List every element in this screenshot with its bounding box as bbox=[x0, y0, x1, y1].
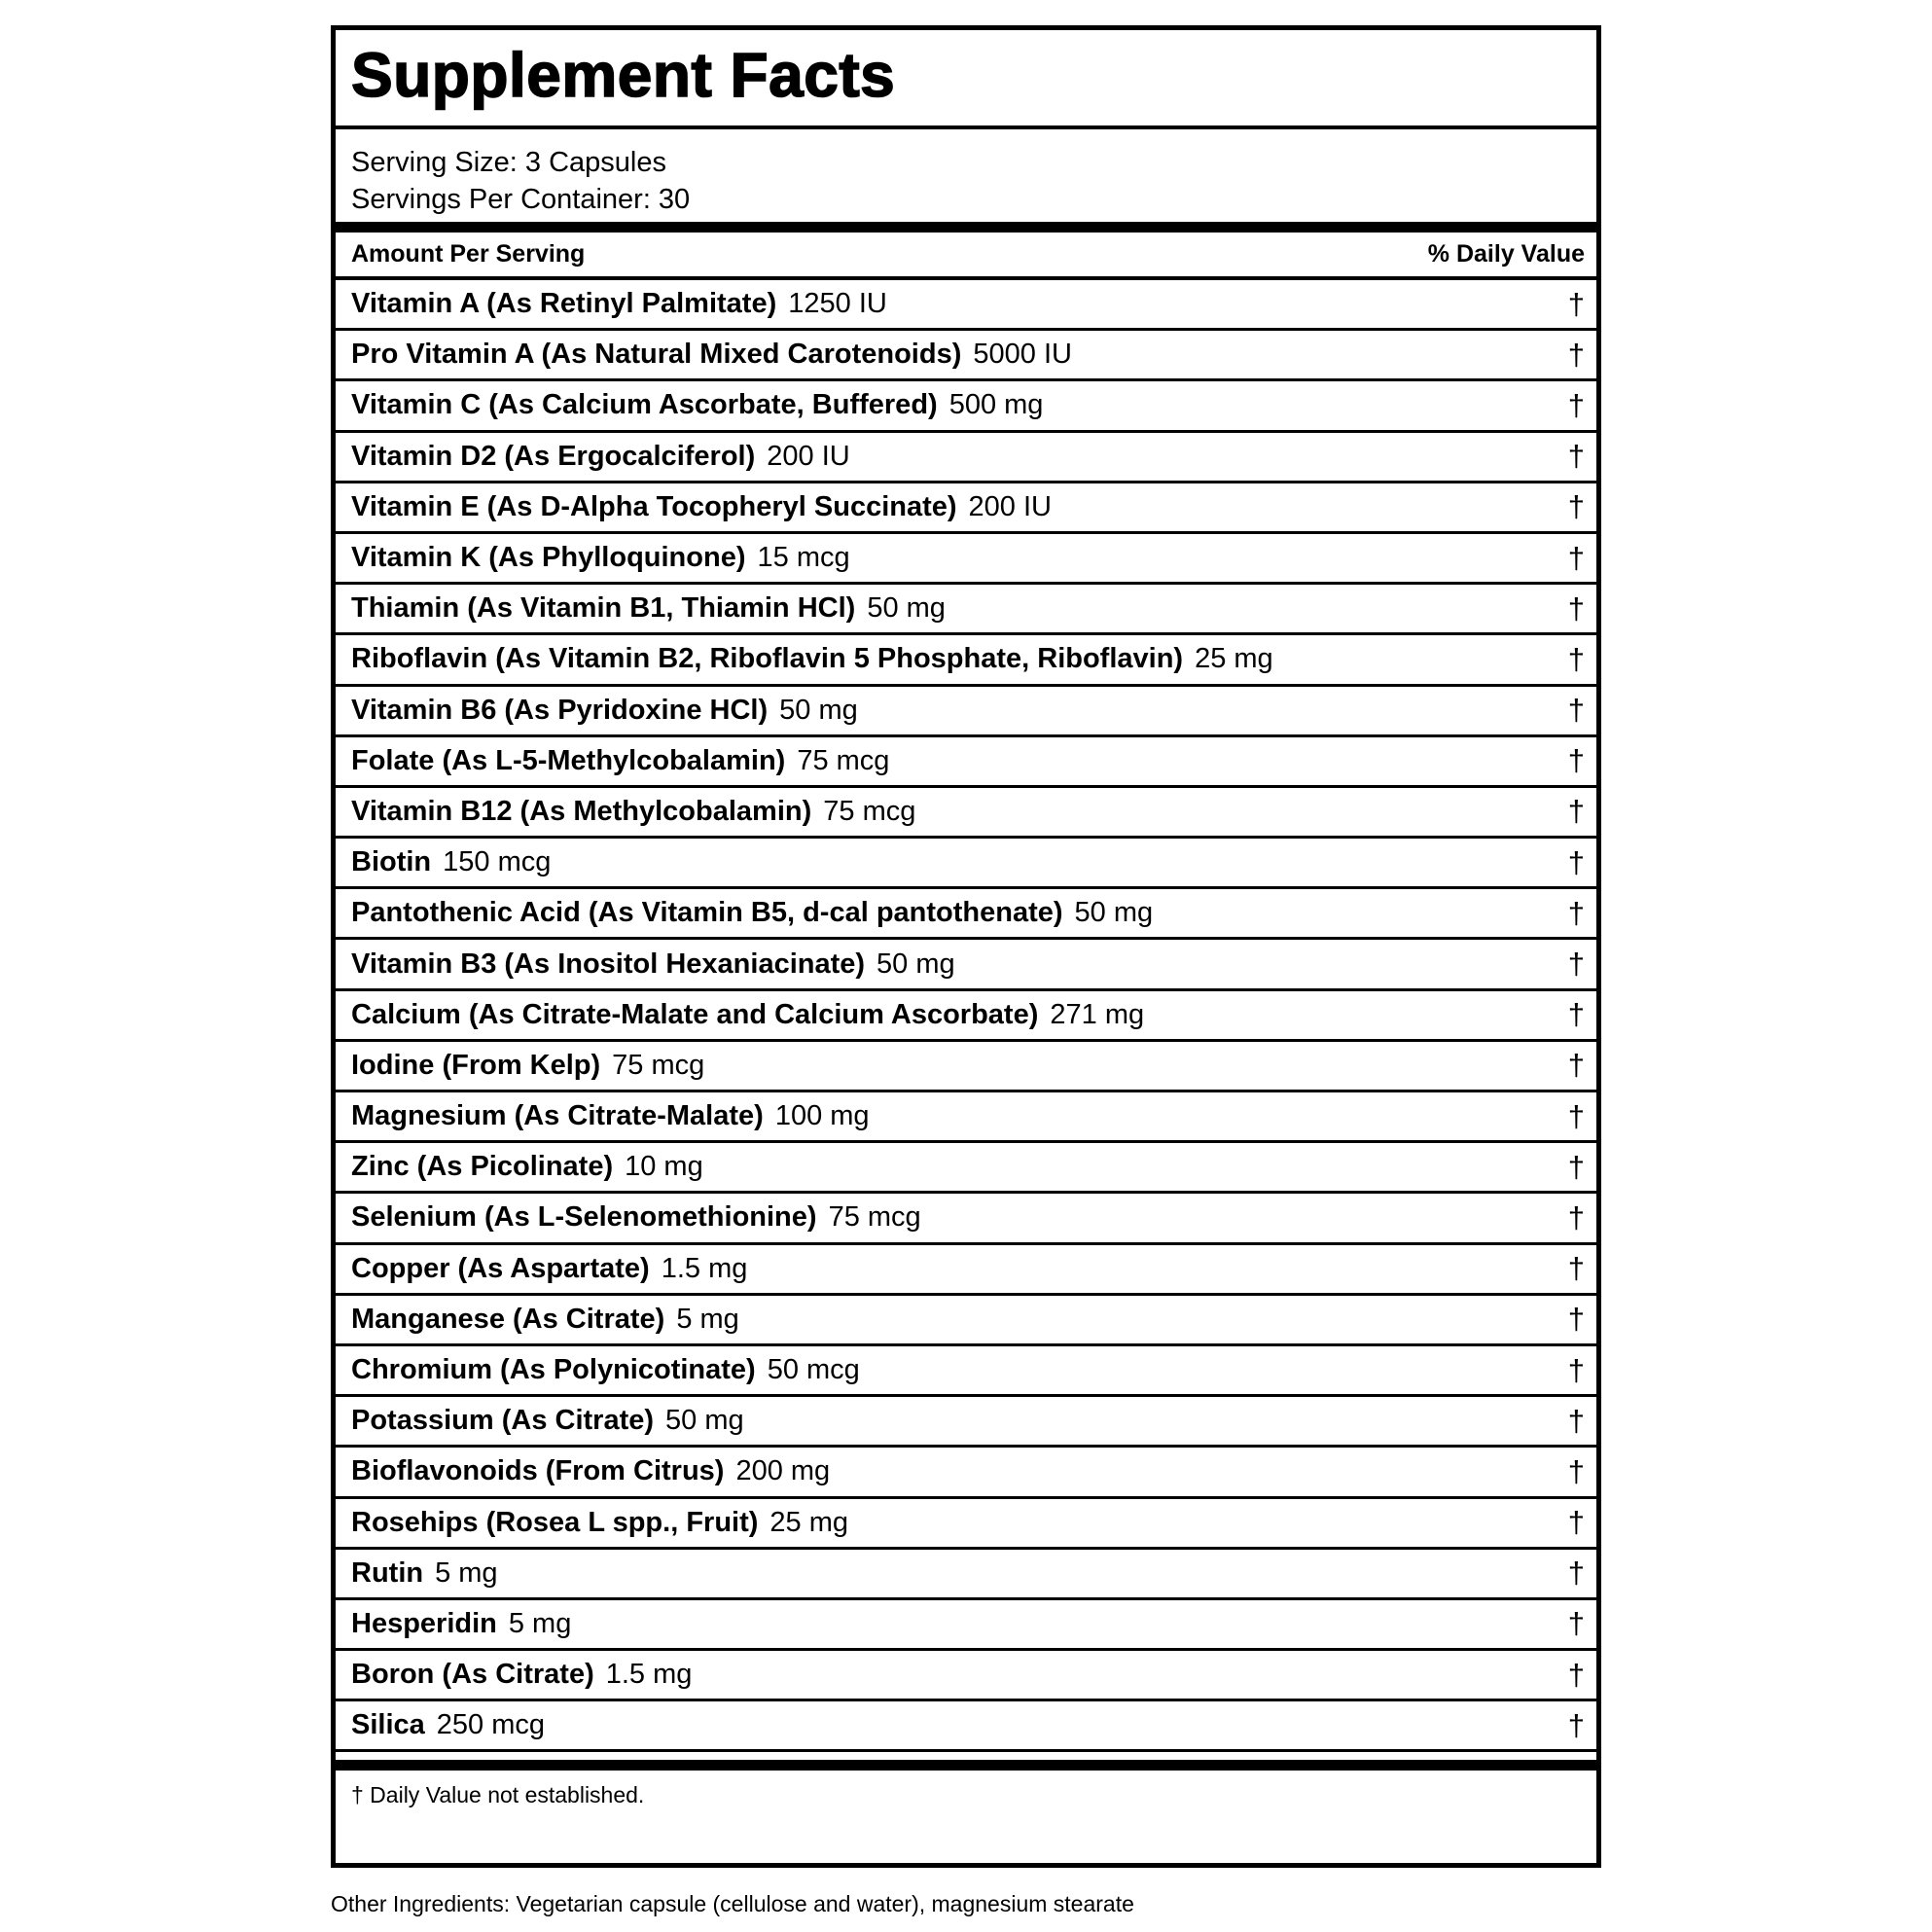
nutrient-row bbox=[336, 1143, 1596, 1194]
nutrient-row bbox=[336, 381, 1596, 432]
nutrient-info bbox=[351, 643, 1273, 675]
daily-value-dagger: † bbox=[1567, 1302, 1585, 1337]
nutrient-amount: 1250 IU bbox=[788, 288, 887, 320]
daily-value-dagger: † bbox=[1567, 895, 1585, 930]
nutrient-name: Selenium (As L-Selenomethionine) bbox=[351, 1201, 817, 1234]
daily-value-dagger: † bbox=[1567, 1505, 1585, 1540]
list-end-spacer bbox=[336, 1752, 1596, 1760]
nutrient-info bbox=[351, 1557, 498, 1590]
nutrient-amount: 75 mcg bbox=[612, 1049, 705, 1081]
nutrient-amount: 200 IU bbox=[767, 440, 850, 472]
nutrient-row bbox=[336, 433, 1596, 483]
nutrient-row bbox=[336, 1701, 1596, 1752]
nutrient-info bbox=[351, 897, 1153, 929]
nutrient-amount: 250 mcg bbox=[436, 1709, 546, 1741]
nutrient-name: Magnesium (As Citrate-Malate) bbox=[351, 1100, 764, 1132]
nutrient-amount: 5 mg bbox=[676, 1303, 739, 1335]
nutrient-info bbox=[351, 1659, 692, 1691]
nutrient-name: Riboflavin (As Vitamin B2, Riboflavin 5 Phosphate, Riboflavin) bbox=[351, 643, 1184, 675]
nutrient-row bbox=[336, 280, 1596, 331]
nutrient-row bbox=[336, 839, 1596, 889]
column-header bbox=[336, 233, 1596, 276]
nutrient-info bbox=[351, 1253, 747, 1285]
nutrient-row bbox=[336, 1296, 1596, 1346]
nutrient-info bbox=[351, 339, 1072, 371]
nutrient-amount: 271 mg bbox=[1050, 998, 1145, 1030]
nutrient-amount: 75 mcg bbox=[797, 744, 890, 776]
nutrient-info bbox=[351, 1201, 921, 1234]
daily-value-dagger: † bbox=[1567, 387, 1585, 422]
footnote-divider bbox=[336, 1760, 1596, 1771]
daily-value-dagger: † bbox=[1567, 1352, 1585, 1387]
daily-value-dagger: † bbox=[1567, 286, 1585, 321]
nutrient-row bbox=[336, 534, 1596, 585]
nutrient-row bbox=[336, 1448, 1596, 1498]
serving-divider bbox=[336, 222, 1596, 233]
daily-value-dagger: † bbox=[1567, 794, 1585, 829]
nutrient-amount: 500 mg bbox=[948, 389, 1044, 421]
nutrient-info bbox=[351, 1050, 704, 1082]
nutrient-name: Vitamin B12 (As Methylcobalamin) bbox=[351, 795, 812, 827]
nutrient-name: Manganese (As Citrate) bbox=[351, 1303, 665, 1335]
nutrient-info bbox=[351, 1455, 830, 1487]
serving-size: Serving Size: 3 Capsules bbox=[351, 147, 666, 178]
nutrient-info bbox=[351, 745, 889, 777]
daily-value-dagger: † bbox=[1567, 337, 1585, 372]
nutrient-info bbox=[351, 999, 1144, 1031]
nutrient-name: Chromium (As Polynicotinate) bbox=[351, 1354, 756, 1386]
daily-value-dagger: † bbox=[1567, 590, 1585, 626]
nutrient-info bbox=[351, 948, 955, 981]
nutrient-amount: 50 mg bbox=[665, 1405, 744, 1437]
nutrient-amount: 25 mg bbox=[769, 1506, 849, 1538]
nutrient-name: Vitamin K (As Phylloquinone) bbox=[351, 542, 746, 574]
supplement-facts-panel bbox=[331, 25, 1601, 1868]
nutrient-info bbox=[351, 1354, 860, 1386]
daily-value-dagger: † bbox=[1567, 1048, 1585, 1083]
nutrient-row bbox=[336, 1600, 1596, 1651]
nutrient-amount: 50 mcg bbox=[767, 1354, 860, 1386]
nutrient-info bbox=[351, 592, 946, 625]
nutrient-row bbox=[336, 1346, 1596, 1397]
nutrient-amount: 50 mg bbox=[877, 948, 955, 980]
daily-value-dagger: † bbox=[1567, 1556, 1585, 1591]
nutrient-name: Vitamin E (As D-Alpha Tocopheryl Succinate) bbox=[351, 490, 957, 522]
daily-value-dagger: † bbox=[1567, 947, 1585, 982]
nutrient-amount: 5 mg bbox=[508, 1607, 572, 1639]
nutrient-info bbox=[351, 846, 551, 878]
nutrient-name: Hesperidin bbox=[351, 1607, 497, 1639]
nutrient-row bbox=[336, 737, 1596, 788]
nutrient-row bbox=[336, 940, 1596, 990]
amount-per-serving-header: Amount Per Serving bbox=[351, 240, 586, 268]
nutrient-info bbox=[351, 288, 887, 320]
nutrient-amount: 1.5 mg bbox=[605, 1659, 693, 1691]
nutrient-amount: 5 mg bbox=[435, 1556, 498, 1589]
nutrient-row bbox=[336, 1550, 1596, 1600]
nutrient-info bbox=[351, 695, 858, 727]
nutrient-info bbox=[351, 542, 850, 574]
daily-value-dagger: † bbox=[1567, 1251, 1585, 1286]
nutrient-name: Pro Vitamin A (As Natural Mixed Carotenoids) bbox=[351, 339, 962, 371]
nutrient-amount: 15 mcg bbox=[757, 542, 850, 574]
nutrient-info bbox=[351, 1507, 848, 1539]
nutrient-name: Vitamin B3 (As Inositol Hexaniacinate) bbox=[351, 948, 866, 980]
nutrient-row bbox=[336, 635, 1596, 686]
nutrient-list bbox=[336, 280, 1596, 1752]
daily-value-dagger: † bbox=[1567, 540, 1585, 575]
nutrient-row bbox=[336, 585, 1596, 635]
nutrient-amount: 50 mg bbox=[867, 592, 946, 625]
nutrient-row bbox=[336, 889, 1596, 940]
daily-value-dagger: † bbox=[1567, 1098, 1585, 1133]
nutrient-info bbox=[351, 1304, 739, 1336]
nutrient-name: Vitamin D2 (As Ergocalciferol) bbox=[351, 440, 756, 472]
nutrient-name: Vitamin A (As Retinyl Palmitate) bbox=[351, 288, 777, 320]
nutrient-row bbox=[336, 1042, 1596, 1092]
nutrient-row bbox=[336, 331, 1596, 381]
nutrient-amount: 200 IU bbox=[968, 490, 1052, 522]
nutrient-row bbox=[336, 1092, 1596, 1143]
nutrient-amount: 5000 IU bbox=[973, 339, 1072, 371]
nutrient-name: Zinc (As Picolinate) bbox=[351, 1151, 614, 1183]
label-title: Supplement Facts bbox=[351, 40, 896, 110]
nutrient-name: Vitamin C (As Calcium Ascorbate, Buffered) bbox=[351, 389, 938, 421]
nutrient-info bbox=[351, 1709, 545, 1741]
nutrient-name: Boron (As Citrate) bbox=[351, 1659, 594, 1691]
nutrient-row bbox=[336, 1194, 1596, 1244]
daily-value-dagger: † bbox=[1567, 641, 1585, 676]
nutrient-amount: 50 mg bbox=[779, 694, 858, 726]
daily-value-dagger: † bbox=[1567, 1199, 1585, 1234]
nutrient-info bbox=[351, 389, 1043, 421]
nutrient-name: Rosehips (Rosea L spp., Fruit) bbox=[351, 1506, 759, 1538]
daily-value-dagger: † bbox=[1567, 1657, 1585, 1692]
daily-value-dagger: † bbox=[1567, 439, 1585, 474]
nutrient-row bbox=[336, 483, 1596, 534]
nutrient-row bbox=[336, 991, 1596, 1042]
nutrient-info bbox=[351, 1608, 571, 1640]
serving-info bbox=[336, 129, 1596, 222]
daily-value-dagger: † bbox=[1567, 1707, 1585, 1742]
daily-value-header: % Daily Value bbox=[1427, 240, 1585, 268]
nutrient-amount: 150 mcg bbox=[443, 846, 552, 878]
daily-value-dagger: † bbox=[1567, 693, 1585, 728]
nutrient-name: Biotin bbox=[351, 846, 432, 878]
nutrient-name: Iodine (From Kelp) bbox=[351, 1049, 601, 1081]
daily-value-dagger: † bbox=[1567, 743, 1585, 778]
other-ingredients: Other Ingredients: Vegetarian capsule (cellulose and water), magnesium stearate bbox=[331, 1891, 1134, 1916]
nutrient-name: Potassium (As Citrate) bbox=[351, 1405, 655, 1437]
nutrient-info bbox=[351, 1100, 870, 1132]
daily-value-dagger: † bbox=[1567, 1606, 1585, 1641]
footnote: † Daily Value not established. bbox=[351, 1782, 645, 1808]
nutrient-amount: 100 mg bbox=[774, 1100, 870, 1132]
nutrient-amount: 200 mg bbox=[735, 1455, 831, 1487]
nutrient-amount: 75 mcg bbox=[823, 795, 916, 827]
nutrient-info bbox=[351, 1151, 703, 1183]
daily-value-dagger: † bbox=[1567, 1149, 1585, 1184]
servings-per-container: Servings Per Container: 30 bbox=[351, 184, 691, 215]
daily-value-dagger: † bbox=[1567, 997, 1585, 1032]
nutrient-name: Silica bbox=[351, 1709, 425, 1741]
nutrient-name: Pantothenic Acid (As Vitamin B5, d-cal pantothenate) bbox=[351, 897, 1063, 929]
daily-value-dagger: † bbox=[1567, 489, 1585, 524]
nutrient-info bbox=[351, 491, 1052, 523]
nutrient-row bbox=[336, 788, 1596, 839]
nutrient-row bbox=[336, 687, 1596, 737]
nutrient-name: Calcium (As Citrate-Malate and Calcium Ascorbate) bbox=[351, 998, 1039, 1030]
nutrient-info bbox=[351, 796, 915, 828]
nutrient-name: Rutin bbox=[351, 1556, 424, 1589]
nutrient-amount: 50 mg bbox=[1074, 897, 1154, 929]
nutrient-name: Copper (As Aspartate) bbox=[351, 1252, 650, 1284]
daily-value-dagger: † bbox=[1567, 1453, 1585, 1488]
nutrient-amount: 1.5 mg bbox=[661, 1252, 748, 1284]
nutrient-row bbox=[336, 1245, 1596, 1296]
nutrient-row bbox=[336, 1651, 1596, 1701]
nutrient-amount: 25 mg bbox=[1195, 643, 1273, 675]
nutrient-row bbox=[336, 1397, 1596, 1448]
nutrient-row bbox=[336, 1499, 1596, 1550]
nutrient-name: Bioflavonoids (From Citrus) bbox=[351, 1455, 725, 1487]
nutrient-info bbox=[351, 1405, 744, 1437]
nutrient-name: Folate (As L-5-Methylcobalamin) bbox=[351, 744, 786, 776]
nutrient-amount: 10 mg bbox=[625, 1151, 703, 1183]
daily-value-dagger: † bbox=[1567, 1403, 1585, 1438]
nutrient-info bbox=[351, 441, 850, 473]
nutrient-amount: 75 mcg bbox=[828, 1201, 921, 1234]
daily-value-dagger: † bbox=[1567, 844, 1585, 879]
nutrient-name: Vitamin B6 (As Pyridoxine HCl) bbox=[351, 694, 769, 726]
nutrient-name: Thiamin (As Vitamin B1, Thiamin HCl) bbox=[351, 592, 856, 625]
